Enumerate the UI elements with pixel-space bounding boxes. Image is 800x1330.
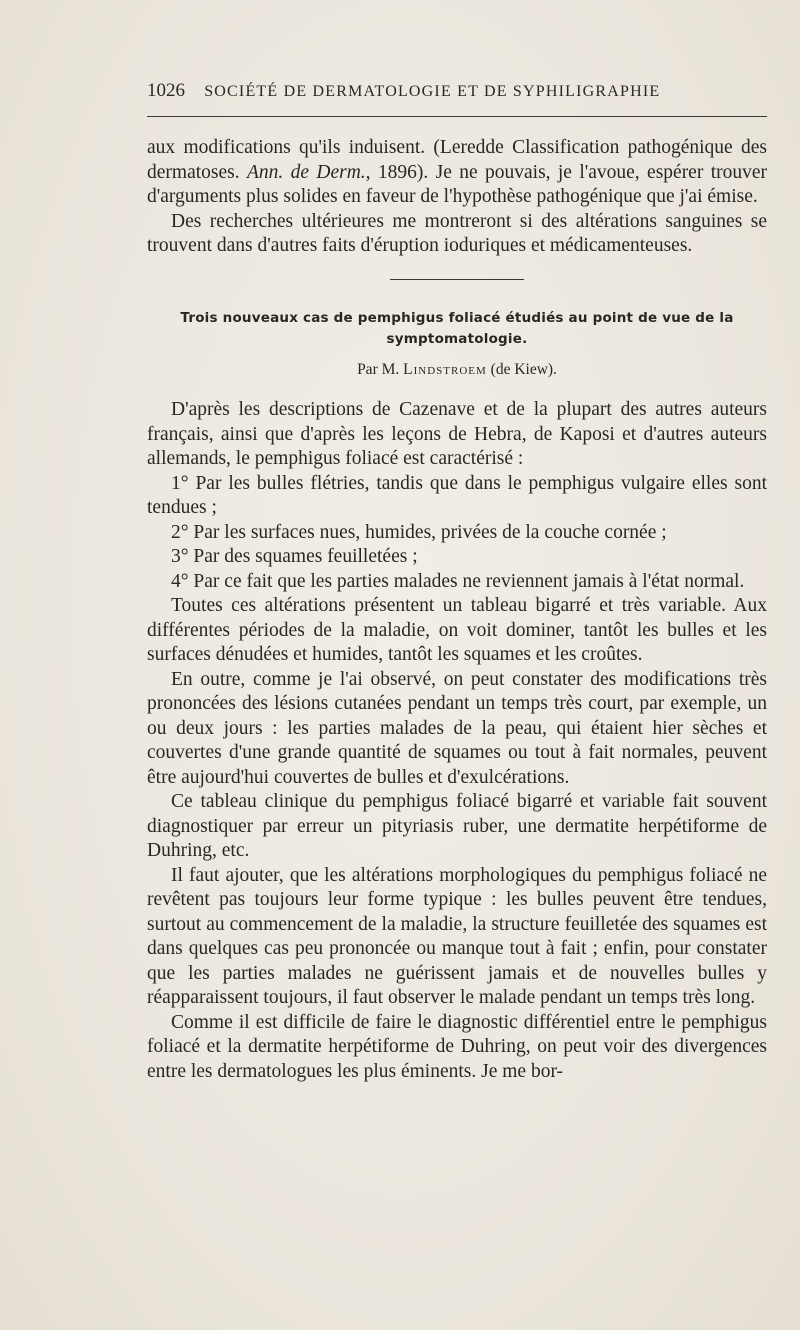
article-title: Trois nouveaux cas de pemphigus foliacé étudiés au point de vue de la symptomatologie.: [180, 309, 734, 347]
running-title: SOCIÉTÉ DE DERMATOLOGIE ET DE SYPHILIGRAPHIE: [204, 83, 661, 100]
article-paragraph: D'après les descriptions de Cazenave et de la plupart des autres auteurs français, ainsi que d'après les leçons de Hebra, de Kaposi et d'autres auteurs allemands, le pemphigus foliacé est caractérisé :: [147, 399, 767, 469]
article-paragraph: En outre, comme je l'ai observé, on peut constater des modifications très prononcées des lésions cutanées pendant un temps très court, par exemple, un ou deux jours : les parties malades de la peau, qui étaient hier sèches et couvertes d'une grande quantité de squames ou tout à fait normales, peuvent être aujourd'hui couvertes de bulles et d'exulcérations.: [147, 668, 767, 788]
preceding-paragraph-2: Des recherches ultérieures me montreront si des altérations sanguines se trouvent dans d'autres faits d'éruption ioduriques et médicamenteuses.: [147, 210, 767, 256]
article-list-item: 2° Par les surfaces nues, humides, privées de la couche cornée ;: [171, 521, 667, 543]
article-list-item: 4° Par ce fait que les parties malades ne reviennent jamais à l'état normal.: [171, 570, 745, 592]
byline: Par M. Lindstroem (de Kiew).: [357, 360, 557, 378]
article-list-item: 1° Par les bulles flétries, tandis que dans le pemphigus vulgaire elles sont tendues ;: [147, 472, 767, 518]
article-body: [147, 398, 767, 1084]
article-paragraph: Il faut ajouter, que les altérations morphologiques du pemphigus foliacé ne revêtent pas toujours leur forme typique : les bulles peuvent être tendues, surtout au commencement de la maladie, la structure feuilletée des squames est dans quelques cas peu prononcée ou manque tout à fait ; enfin, pour constater que les parties malades ne guérissent jamais et de nouvelles bulles y réapparaissent toujours, il faut observer le malade pendant un temps très long.: [147, 864, 767, 1008]
running-header: [147, 80, 767, 102]
article-paragraph: Comme il est difficile de faire le diagnostic différentiel entre le pemphigus foliacé et la dermatite herpétiforme de Duhring, on peut voir des divergences entre les dermatologues les plus éminents. Je me bor-: [147, 1011, 767, 1082]
journal-citation: Ann. de Derm.: [246, 161, 366, 183]
article-paragraph: Toutes ces altérations présentent un tableau bigarré et très variable. Aux différentes périodes de la maladie, on voit dominer, tantôt les bulles et les surfaces dénudées et humides, tantôt les squames et les croûtes.: [147, 595, 767, 665]
article-paragraph: Ce tableau clinique du pemphigus foliacé bigarré et variable fait souvent diagnostiquer par erreur un pityriasis ruber, une dermatite herpétiforme de Duhring, etc.: [147, 791, 767, 861]
page-body: [147, 136, 767, 1084]
preceding-paragraph-1: aux modifications qu'ils induisent. (Leredde Classification pathogénique des dermatoses. Ann. de Derm., 1896). Je ne pouvais, je l'avoue, espérer trouver d'arguments plus solides en faveur de l'hypothèse pathogénique que j'ai émise.: [147, 137, 768, 207]
page-number: 1026: [147, 80, 185, 101]
section-separator: [390, 279, 524, 280]
article-list-item: 3° Par des squames feuilletées ;: [171, 546, 418, 567]
header-rule: [147, 116, 767, 117]
author-name: Lindstroem: [403, 360, 487, 378]
